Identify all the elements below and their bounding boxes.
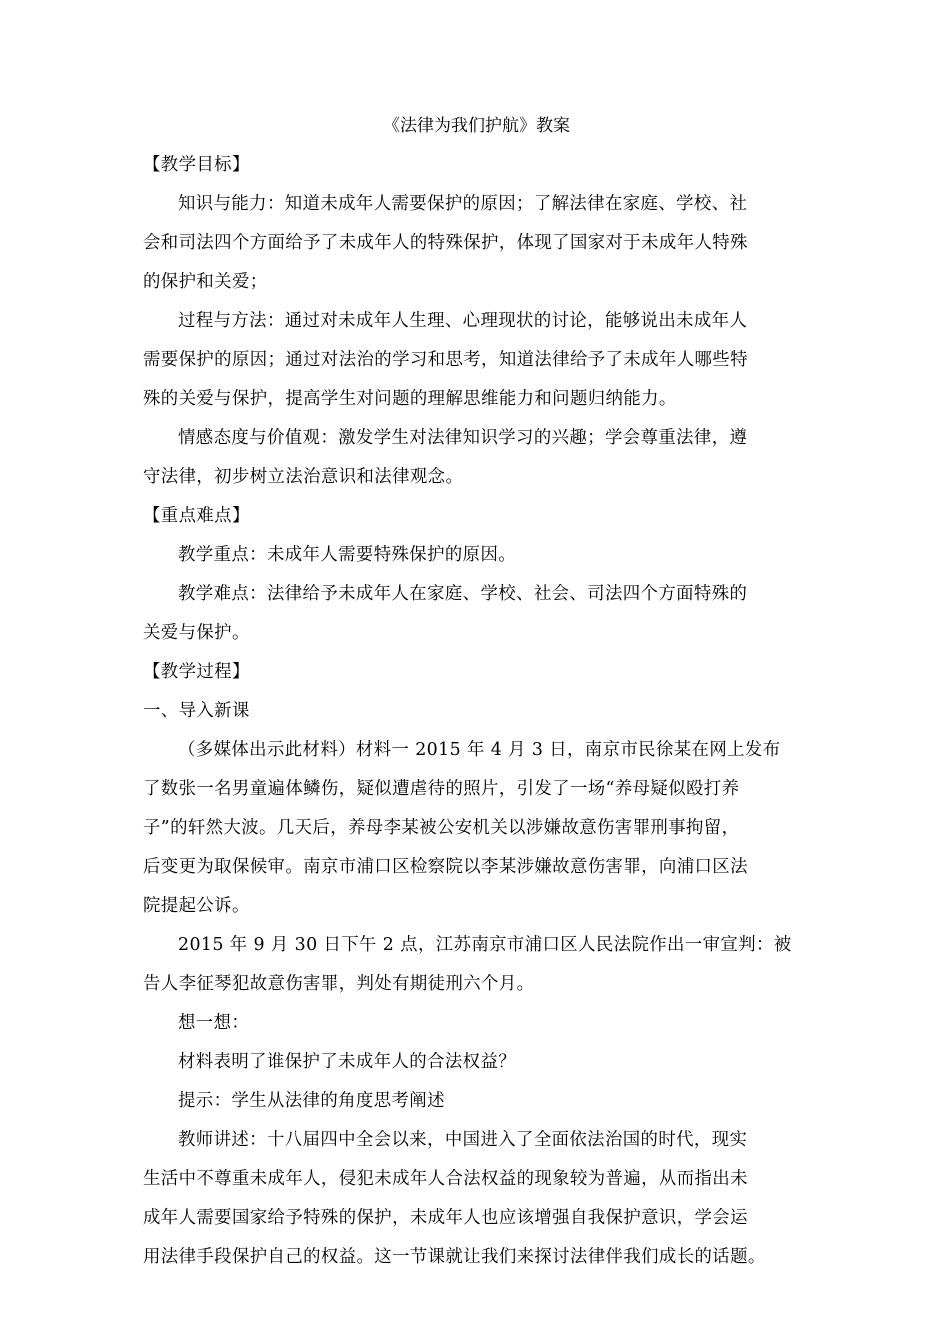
material-line: 子”的轩然大波。几天后，养母李某被公安机关以涉嫌故意伤害罪刑事拘留， bbox=[143, 818, 740, 838]
section-heading-process: 【教学过程】 bbox=[143, 662, 250, 682]
emotion-line: 情感态度与价值观：激发学生对法律知识学习的兴趣；学会尊重法律，遵 bbox=[178, 428, 748, 448]
teacher-line: 成年人需要国家给予特殊的保护，未成年人也应该增强自我保护意识，学会运 bbox=[143, 1208, 748, 1228]
section-heading-key: 【重点难点】 bbox=[143, 506, 250, 526]
process-method-line: 需要保护的原因；通过对法治的学习和思考，知道法律给予了未成年人哪些特 bbox=[143, 350, 748, 370]
process-method-line: 过程与方法：通过对未成年人生理、心理现状的讨论，能够说出未成年人 bbox=[178, 311, 748, 331]
teacher-line: 生活中不尊重未成年人，侵犯未成年人合法权益的现象较为普遍，从而指出未 bbox=[143, 1169, 748, 1189]
difficulty-line: 教学难点：法律给予未成年人在家庭、学校、社会、司法四个方面特殊的 bbox=[178, 584, 748, 604]
material-line: 院提起公诉。 bbox=[143, 896, 250, 916]
emotion-line: 守法律，初步树立法治意识和法律观念。 bbox=[143, 467, 464, 487]
knowledge-line: 的保护和关爱； bbox=[143, 272, 268, 292]
document-page bbox=[143, 106, 808, 1277]
section-heading-goals: 【教学目标】 bbox=[143, 155, 250, 175]
teacher-line: 教师讲述：十八届四中全会以来，中国进入了全面依法治国的时代，现实 bbox=[178, 1130, 748, 1150]
verdict-line: 2015 年 9 月 30 日下午 2 点，江苏南京市浦口区人民法院作出一审宣判：被 bbox=[178, 935, 792, 955]
teacher-line: 用法律手段保护自己的权益。这一节课就让我们来探讨法律伴我们成长的话题。 bbox=[143, 1247, 766, 1267]
knowledge-line: 会和司法四个方面给予了未成年人的特殊保护，体现了国家对于未成年人特殊 bbox=[143, 233, 748, 253]
material-line: 了数张一名男童遍体鳞伤，疑似遭虐待的照片，引发了一场“养母疑似殴打养 bbox=[143, 779, 740, 799]
intro-heading: 一、导入新课 bbox=[143, 701, 250, 721]
question-line: 材料表明了谁保护了未成年人的合法权益？ bbox=[178, 1052, 517, 1072]
material-line: （多媒体出示此材料）材料一 2015 年 4 月 3 日，南京市民徐某在网上发布 bbox=[178, 740, 781, 760]
think-line: 想一想： bbox=[178, 1013, 250, 1033]
process-method-line: 殊的关爱与保护，提高学生对问题的理解思维能力和问题归纳能力。 bbox=[143, 389, 677, 409]
difficulty-line: 关爱与保护。 bbox=[143, 623, 250, 643]
document-title: 《法律为我们护航》教案 bbox=[383, 116, 570, 136]
verdict-line: 告人李征琴犯故意伤害罪，判处有期徒刑六个月。 bbox=[143, 974, 535, 994]
material-line: 后变更为取保候审。南京市浦口区检察院以李某涉嫌故意伤害罪，向浦口区法 bbox=[143, 857, 748, 877]
hint-line: 提示：学生从法律的角度思考阐述 bbox=[178, 1091, 445, 1111]
key-point-line: 教学重点：未成年人需要特殊保护的原因。 bbox=[178, 545, 517, 565]
knowledge-line: 知识与能力：知道未成年人需要保护的原因；了解法律在家庭、学校、社 bbox=[178, 194, 748, 214]
